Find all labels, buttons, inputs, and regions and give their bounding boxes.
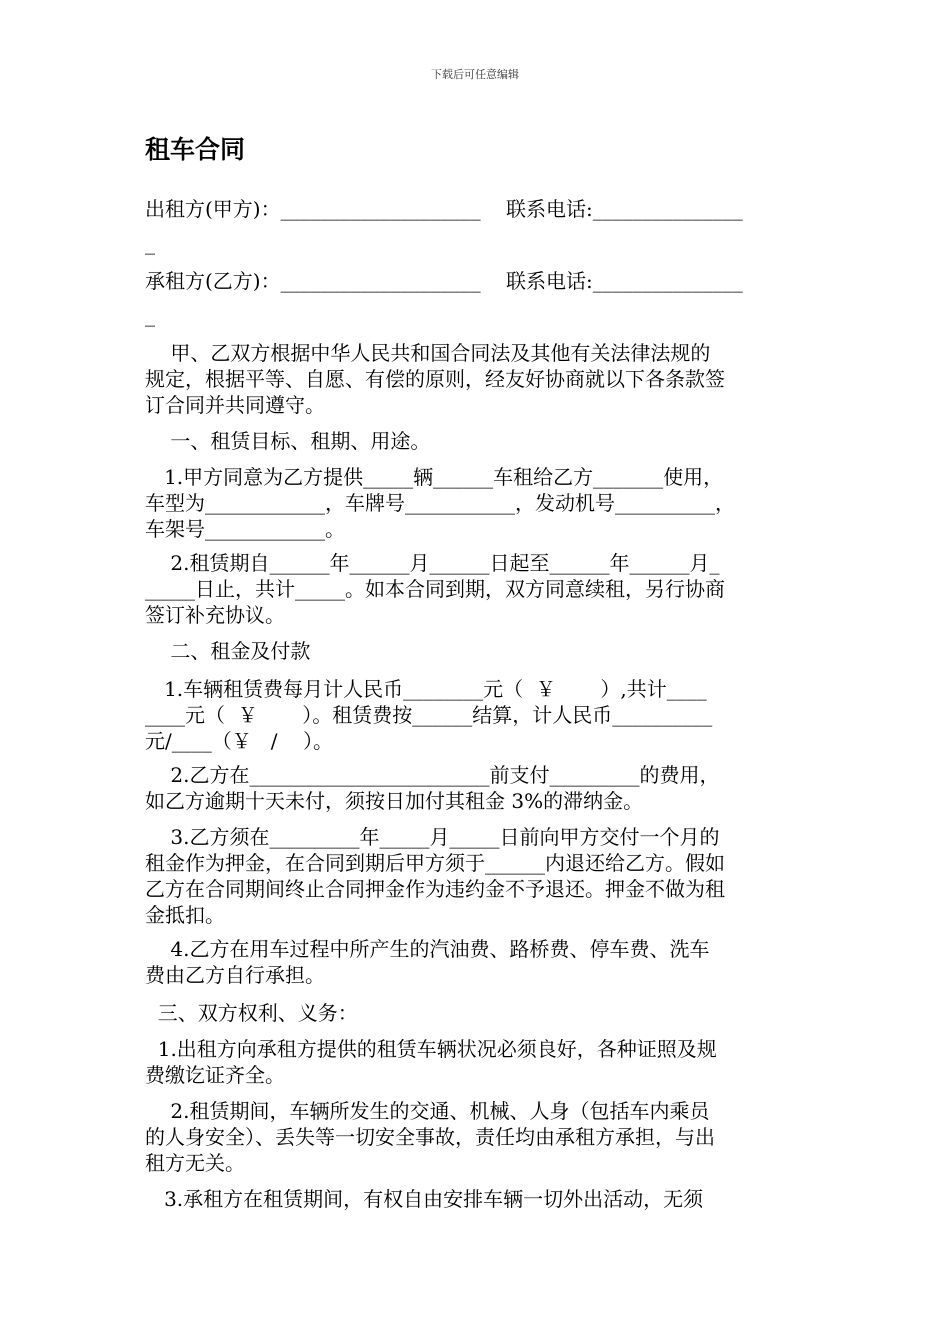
text-line: 签订补充协议。 [145, 603, 285, 627]
text-line: 租金作为押金，在合同到期后甲方须于______内退还给乙方。假如 [145, 851, 725, 875]
text-line: 1.出租方向承租方提供的租赁车辆状况必须良好，各种证照及规 [145, 1037, 717, 1061]
header-note: 下载后可任意编辑 [431, 68, 519, 81]
text-line: 甲、乙双方根据中华人民共和国合同法及其他有关法律法规的 [145, 341, 711, 365]
text-line: _____日止，共计_____。如本合同到期，双方同意续租，另行协商 [145, 577, 725, 601]
lessee-line-cont: _ [145, 303, 155, 327]
text-line: 3.乙方须在_________年_____月_____日前向甲方交付一个月的 [145, 825, 720, 849]
lessee-line: 承租方(乙方)：____________________ 联系电话:_______________ [145, 269, 743, 293]
clause-1-1 [145, 464, 810, 542]
section-heading-1: 一、租赁目标、租期、用途。 [145, 429, 431, 453]
lessor-line: 出租方(甲方)：____________________ 联系电话:_______________ [145, 197, 743, 221]
clause-1-2 [145, 550, 810, 628]
section-heading-2: 二、租金及付款 [145, 639, 311, 663]
text-line: 元/____（￥ / ）。 [145, 729, 333, 753]
text-line: 1.车辆租赁费每月计人民币________元（ ￥ ）,共计____ [145, 677, 707, 701]
clause-2-2 [145, 762, 810, 814]
text-line: 车架号____________。 [145, 517, 345, 541]
text-line: 如乙方逾期十天未付，须按日加付其租金 3%的滞纳金。 [145, 789, 644, 813]
text-line: 规定，根据平等、自愿、有偿的原则，经友好协商就以下各条款签 [145, 367, 725, 391]
text-line: 2.乙方在________________________前支付_________的费用， [145, 763, 720, 787]
clause-2-3 [145, 824, 810, 928]
clause-2-4 [145, 936, 810, 988]
clause-3-1 [145, 1036, 810, 1088]
page-title: 租车合同 [145, 135, 246, 164]
clause-2-1 [145, 676, 810, 754]
section-heading-3: 三、双方权利、义务： [145, 1001, 358, 1025]
text-line: 乙方在合同期间终止合同押金作为违约金不予退还。押金不做为租 [145, 877, 725, 901]
text-line: 2.租赁期自______年______月______日起至______年______月_ [145, 551, 720, 575]
text-line: 1.甲方同意为乙方提供_____辆______车租给乙方_______使用， [145, 465, 724, 489]
text-line: 费缴讫证齐全。 [145, 1063, 285, 1087]
text-line: 租方无关。 [145, 1151, 245, 1175]
clause-3-3 [145, 1186, 810, 1212]
lessor-line-cont: _ [145, 231, 155, 255]
text-line: ____元（ ￥ ）。租赁费按______结算，计人民币__________ [145, 703, 713, 727]
text-line: 的人身安全）、丢失等一切安全事故，责任均由承租方承担，与出 [145, 1125, 715, 1149]
text-line: 金抵扣。 [145, 903, 225, 927]
text-line: 4.乙方在用车过程中所产生的汽油费、路桥费、停车费、洗车 [145, 937, 710, 961]
text-line: 费由乙方自行承担。 [145, 963, 325, 987]
clause-3-2 [145, 1098, 810, 1176]
text-line: 车型为____________，车牌号___________，发动机号__________， [145, 491, 735, 515]
text-line: 3.承租方在租赁期间，有权自由安排车辆一切外出活动，无须 [145, 1187, 704, 1211]
text-line: 2.租赁期间，车辆所发生的交通、机械、人身（包括车内乘员 [145, 1099, 710, 1123]
text-line: 订合同并共同遵守。 [145, 393, 325, 417]
intro-paragraph [145, 340, 810, 418]
